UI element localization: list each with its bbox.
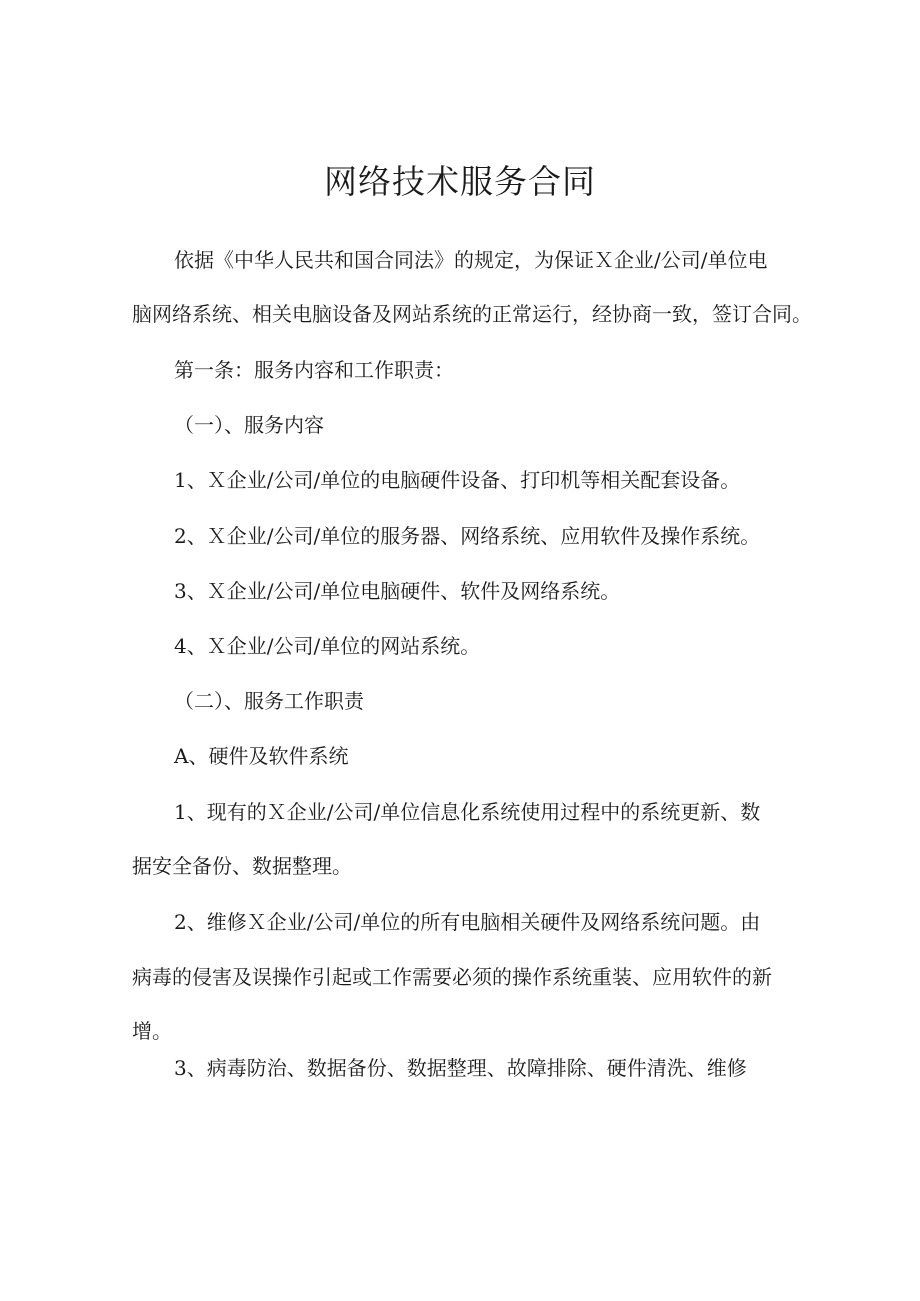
article-1-heading: 第一条：服务内容和工作职责：: [174, 358, 454, 382]
duty-item-2-line-1: 2、维修Ｘ企业/公司/单位的所有电脑相关硬件及网络系统问题。由: [174, 910, 761, 934]
intro-line-1: 依据《中华人民共和国合同法》的规定，为保证Ｘ企业/公司/单位电: [174, 248, 768, 272]
duty-item-2-line-2: 病毒的侵害及误操作引起或工作需要必须的操作系统重装、应用软件的新: [132, 965, 772, 989]
duty-item-2-line-3: 增。: [132, 1019, 172, 1043]
service-item-2: 2、Ｘ企业/公司/单位的服务器、网络系统、应用软件及操作系统。: [174, 524, 761, 548]
duty-item-3-line-1: 3、病毒防治、数据备份、数据整理、故障排除、硬件清洗、维修: [174, 1056, 747, 1080]
document-title: 网络技术服务合同: [324, 162, 596, 201]
service-item-3: 3、Ｘ企业/公司/单位电脑硬件、软件及网络系统。: [174, 579, 621, 603]
section-1-heading: （一）、服务内容: [174, 413, 324, 437]
duty-item-1-line-1: 1、现有的Ｘ企业/公司/单位信息化系统使用过程中的系统更新、数: [174, 800, 761, 824]
duty-item-1-line-2: 据安全备份、数据整理。: [132, 854, 352, 878]
service-item-1: 1、Ｘ企业/公司/单位的电脑硬件设备、打印机等相关配套设备。: [174, 468, 741, 492]
intro-line-2: 脑网络系统、相关电脑设备及网站系统的正常运行，经协商一致，签订合同。: [132, 302, 812, 326]
service-item-4: 4、Ｘ企业/公司/单位的网站系统。: [174, 634, 481, 658]
section-2-subheading: A、硬件及软件系统: [174, 744, 349, 768]
section-2-heading: （二）、服务工作职责: [174, 689, 364, 713]
